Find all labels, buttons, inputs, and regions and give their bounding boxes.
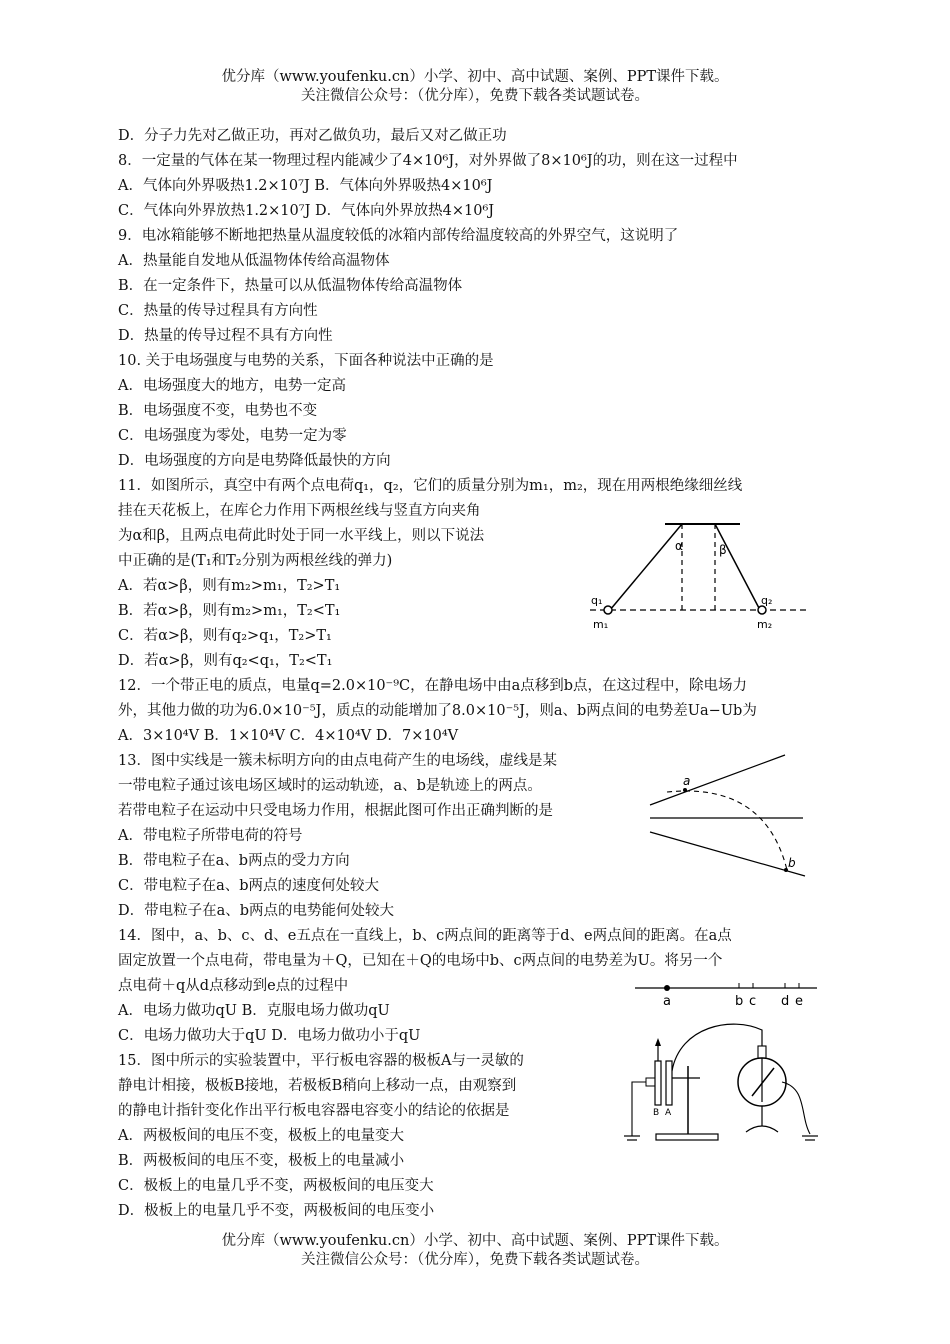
label-c: c bbox=[749, 994, 757, 1009]
q10-option-d: D．电场强度的方向是电势降低最快的方向 bbox=[118, 453, 391, 469]
q11-option-b: B．若α>β，则有m₂>m₁，T₂<T₁ bbox=[118, 603, 341, 619]
charge-q1 bbox=[604, 606, 612, 614]
ground-wire-b bbox=[632, 1082, 646, 1136]
q15-option-a: A．两极板间的电压不变，极板上的电量变大 bbox=[118, 1128, 404, 1144]
point-a bbox=[664, 985, 670, 991]
charge-q2 bbox=[758, 606, 766, 614]
trajectory-dashed bbox=[667, 791, 787, 870]
q15-option-d: D．极板上的电量几乎不变，两极板间的电压变小 bbox=[118, 1203, 435, 1219]
q14-figure bbox=[635, 980, 820, 1010]
q10-option-a: A．电场强度大的地方，电势一定高 bbox=[118, 378, 346, 394]
page-header bbox=[0, 68, 950, 106]
q13-option-a: A．带电粒子所带电荷的符号 bbox=[118, 828, 303, 844]
point-a-label: a bbox=[683, 774, 691, 788]
electroscope-base bbox=[746, 1126, 778, 1132]
q15-option-b: B．两极板间的电压不变，极板上的电量减小 bbox=[118, 1153, 405, 1169]
q13-stem-2: 一带电粒子通过该电场区域时的运动轨迹，a、b是轨迹上的两点。 bbox=[118, 778, 542, 794]
q12-stem-1: 12．一个带正电的质点，电量q=2.0×10⁻⁹C，在静电场中由a点移到b点，在这过程中，除电场力 bbox=[118, 678, 748, 694]
q10-option-b: B．电场强度不变，电势也不变 bbox=[118, 403, 318, 419]
header-line-1: 优分库（www.youfenku.cn）小学、初中、高中试题、案例、PPT课件下载。 bbox=[221, 69, 729, 85]
q14-stem-2: 固定放置一个点电荷，带电量为＋Q，已知在＋Q的电场中b、c两点间的电势差为U。将另一个 bbox=[118, 953, 723, 969]
q13-option-b: B．带电粒子在a、b两点的受力方向 bbox=[118, 853, 350, 869]
q1-label: q₁ bbox=[591, 594, 603, 607]
q12-stem-2: 外，其他力做的功为6.0×10⁻⁵J，质点的动能增加了8.0×10⁻⁵J，则a、b两点间的电势差Ua−Ub为 bbox=[118, 703, 757, 719]
field-line-bottom bbox=[650, 832, 805, 876]
electroscope-needle bbox=[752, 1068, 774, 1096]
q9-option-a: A．热量能自发地从低温物体传给高温物体 bbox=[118, 253, 390, 269]
stand-base bbox=[656, 1134, 718, 1140]
q11-option-a: A．若α>β，则有m₂>m₁，T₂>T₁ bbox=[118, 578, 341, 594]
q11-figure bbox=[585, 518, 815, 638]
q7-option-d: D．分子力先对乙做正功，再对乙做负功，最后又对乙做正功 bbox=[118, 128, 507, 144]
q9-option-b: B．在一定条件下，热量可以从低温物体传给高温物体 bbox=[118, 278, 463, 294]
q13-stem-1: 13．图中实线是一簇未标明方向的由点电荷产生的电场线，虚线是某 bbox=[118, 753, 557, 769]
q14-stem-1: 14．图中，a、b、c、d、e五点在一直线上，b、c两点间的距离等于d、e两点间的距离。在a点 bbox=[118, 928, 732, 944]
header-line-2: 关注微信公众号：（优分库），免费下载各类试题试卷。 bbox=[301, 88, 649, 104]
plate-b bbox=[655, 1061, 661, 1105]
q9-stem: 9．电冰箱能够不断地把热量从温度较低的冰箱内部传给温度较高的外界空气，这说明了 bbox=[118, 228, 679, 244]
ground-wire-electroscope bbox=[782, 1082, 810, 1134]
connecting-wire bbox=[672, 1024, 762, 1071]
q15-stem-1: 15．图中所示的实验装置中，平行板电容器的极板A与一灵敏的 bbox=[118, 1053, 524, 1069]
q13-figure bbox=[645, 752, 810, 877]
q11-stem-3: 为α和β，且两点电荷此时处于同一水平线上，则以下说法 bbox=[118, 528, 485, 544]
m1-label: m₁ bbox=[593, 618, 609, 631]
q13-stem-3: 若带电粒子在运动中只受电场力作用，根据此图可作出正确判断的是 bbox=[118, 803, 553, 819]
plate-a bbox=[666, 1061, 672, 1105]
page-footer bbox=[0, 1232, 950, 1270]
q11-option-c: C．若α>β，则有q₂>q₁，T₂>T₁ bbox=[118, 628, 332, 644]
q11-stem-2: 挂在天花板上，在库仑力作用下两根丝线与竖直方向夹角 bbox=[118, 503, 481, 519]
footer-line-1: 优分库（www.youfenku.cn）小学、初中、高中试题、案例、PPT课件下载。 bbox=[221, 1233, 729, 1249]
q9-option-d: D．热量的传导过程不具有方向性 bbox=[118, 328, 333, 344]
q14-stem-3: 点电荷＋q从d点移动到e点的过程中 bbox=[118, 978, 349, 994]
q11-stem-1: 11．如图所示，真空中有两个点电荷q₁，q₂，它们的质量分别为m₁，m₂，现在用两根绝缘细丝线 bbox=[118, 478, 743, 494]
q11-stem-4: 中正确的是(T₁和T₂分别为两根丝线的弹力) bbox=[118, 553, 393, 569]
q14-options-ab: A．电场力做功qU B．克服电场力做功qU bbox=[118, 1003, 390, 1019]
q13-option-c: C．带电粒子在a、b两点的速度何处较大 bbox=[118, 878, 380, 894]
label-d: d bbox=[781, 994, 790, 1009]
q15-stem-3: 的静电计指针变化作出平行板电容器电容变小的结论的依据是 bbox=[118, 1103, 510, 1119]
plate-b-label: B bbox=[653, 1108, 660, 1118]
q14-options-cd: C．电场力做功大于qU D．电场力做功小于qU bbox=[118, 1028, 421, 1044]
q15-option-c: C．极板上的电量几乎不变，两极板间的电压变大 bbox=[118, 1178, 434, 1194]
q15-figure bbox=[622, 1016, 822, 1146]
point-a bbox=[683, 788, 687, 792]
q2-label: q₂ bbox=[761, 594, 773, 607]
m2-label: m₂ bbox=[757, 618, 773, 631]
q9-option-c: C．热量的传导过程具有方向性 bbox=[118, 303, 318, 319]
q15-stem-2: 静电计相接，极板B接地，若极板B稍向上移动一点，由观察到 bbox=[118, 1078, 517, 1094]
plate-a-label: A bbox=[665, 1108, 672, 1118]
q8-options-ab: A．气体向外界吸热1.2×10⁷J B．气体向外界吸热4×10⁶J bbox=[118, 178, 493, 194]
point-b-label: b bbox=[788, 856, 796, 870]
label-b: b bbox=[735, 994, 744, 1009]
plate-b-clamp bbox=[646, 1078, 655, 1086]
label-e: e bbox=[795, 994, 803, 1009]
q11-option-d: D．若α>β，则有q₂<q₁，T₂<T₁ bbox=[118, 653, 333, 669]
footer-line-2: 关注微信公众号：（优分库），免费下载各类试题试卷。 bbox=[301, 1252, 649, 1268]
q10-option-c: C．电场强度为零处，电势一定为零 bbox=[118, 428, 347, 444]
q8-options-cd: C．气体向外界放热1.2×10⁷J D．气体向外界放热4×10⁶J bbox=[118, 203, 495, 219]
q10-stem: 10. 关于电场强度与电势的关系，下面各种说法中正确的是 bbox=[118, 353, 494, 369]
q12-options: A．3×10⁴V B．1×10⁴V C．4×10⁴V D．7×10⁴V bbox=[118, 728, 459, 744]
beta-label: β bbox=[719, 543, 727, 557]
q8-stem: 8．一定量的气体在某一物理过程内能减少了4×10⁶J，对外界做了8×10⁶J的功，则在这一过程中 bbox=[118, 153, 738, 169]
q13-option-d: D．带电粒子在a、b两点的电势能何处较大 bbox=[118, 903, 395, 919]
alpha-label: α bbox=[675, 539, 683, 553]
label-a: a bbox=[663, 994, 671, 1009]
field-line-top bbox=[650, 755, 785, 805]
electroscope-terminal bbox=[758, 1046, 766, 1058]
up-arrow-icon bbox=[655, 1038, 661, 1046]
thread-right bbox=[715, 524, 760, 610]
thread-left bbox=[610, 524, 682, 610]
